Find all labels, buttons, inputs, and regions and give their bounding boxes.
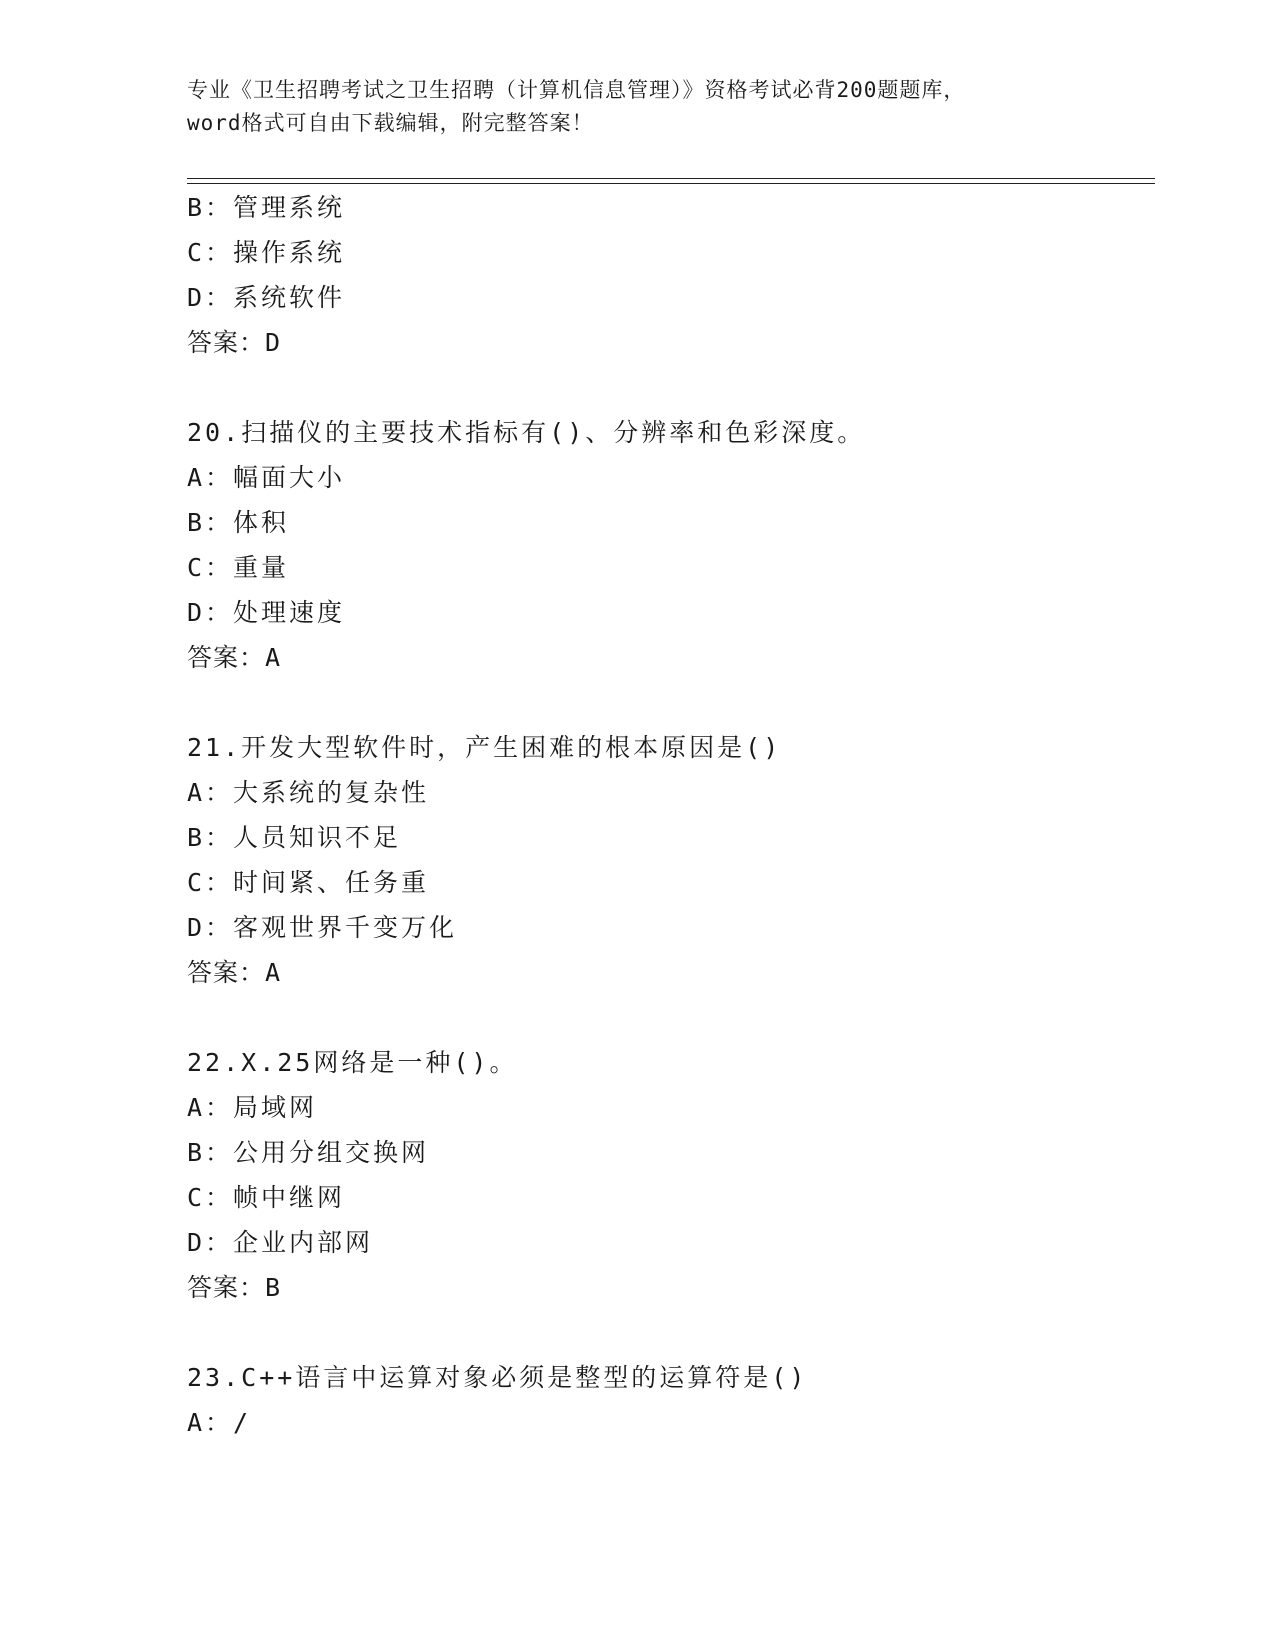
q21-option-c: C：时间紧、任务重 bbox=[187, 868, 430, 897]
header-title-line-1: 专业《卫生招聘考试之卫生招聘（计算机信息管理）》资格考试必背200题题库， bbox=[187, 78, 966, 102]
header-title-line-2: word格式可自由下载编辑，附完整答案！ bbox=[187, 111, 594, 135]
q22-option-d: D：企业内部网 bbox=[187, 1228, 374, 1257]
q21-question: 21.开发大型软件时，产生困难的根本原因是() bbox=[187, 733, 782, 762]
q19-answer: 答案：D bbox=[187, 328, 282, 357]
q19-option-b: B：管理系统 bbox=[187, 193, 346, 222]
q20-option-c: C：重量 bbox=[187, 553, 290, 582]
q19-option-c: C：操作系统 bbox=[187, 238, 346, 267]
q20-option-a: A：幅面大小 bbox=[187, 463, 346, 492]
q23-question: 23.C++语言中运算对象必须是整型的运算符是() bbox=[187, 1363, 808, 1392]
q20-option-d: D：处理速度 bbox=[187, 598, 346, 627]
q22-question: 22.X.25网络是一种()。 bbox=[187, 1048, 518, 1077]
q22-option-b: B：公用分组交换网 bbox=[187, 1138, 430, 1167]
q21-option-a: A：大系统的复杂性 bbox=[187, 778, 430, 807]
q22-answer: 答案：B bbox=[187, 1273, 282, 1302]
q19-option-d: D：系统软件 bbox=[187, 283, 346, 312]
header-divider-top bbox=[187, 178, 1155, 179]
q20-option-b: B：体积 bbox=[187, 508, 290, 537]
q22-option-a: A：局域网 bbox=[187, 1093, 318, 1122]
q21-answer: 答案：A bbox=[187, 958, 282, 987]
q20-answer: 答案：A bbox=[187, 643, 282, 672]
q20-question: 20.扫描仪的主要技术指标有()、分辨率和色彩深度。 bbox=[187, 418, 866, 447]
q21-option-d: D：客观世界千变万化 bbox=[187, 913, 458, 942]
q23-option-a: A：/ bbox=[187, 1408, 252, 1437]
q22-option-c: C：帧中继网 bbox=[187, 1183, 346, 1212]
q21-option-b: B：人员知识不足 bbox=[187, 823, 402, 852]
document-header bbox=[187, 74, 1087, 140]
header-divider-bottom bbox=[187, 183, 1155, 184]
